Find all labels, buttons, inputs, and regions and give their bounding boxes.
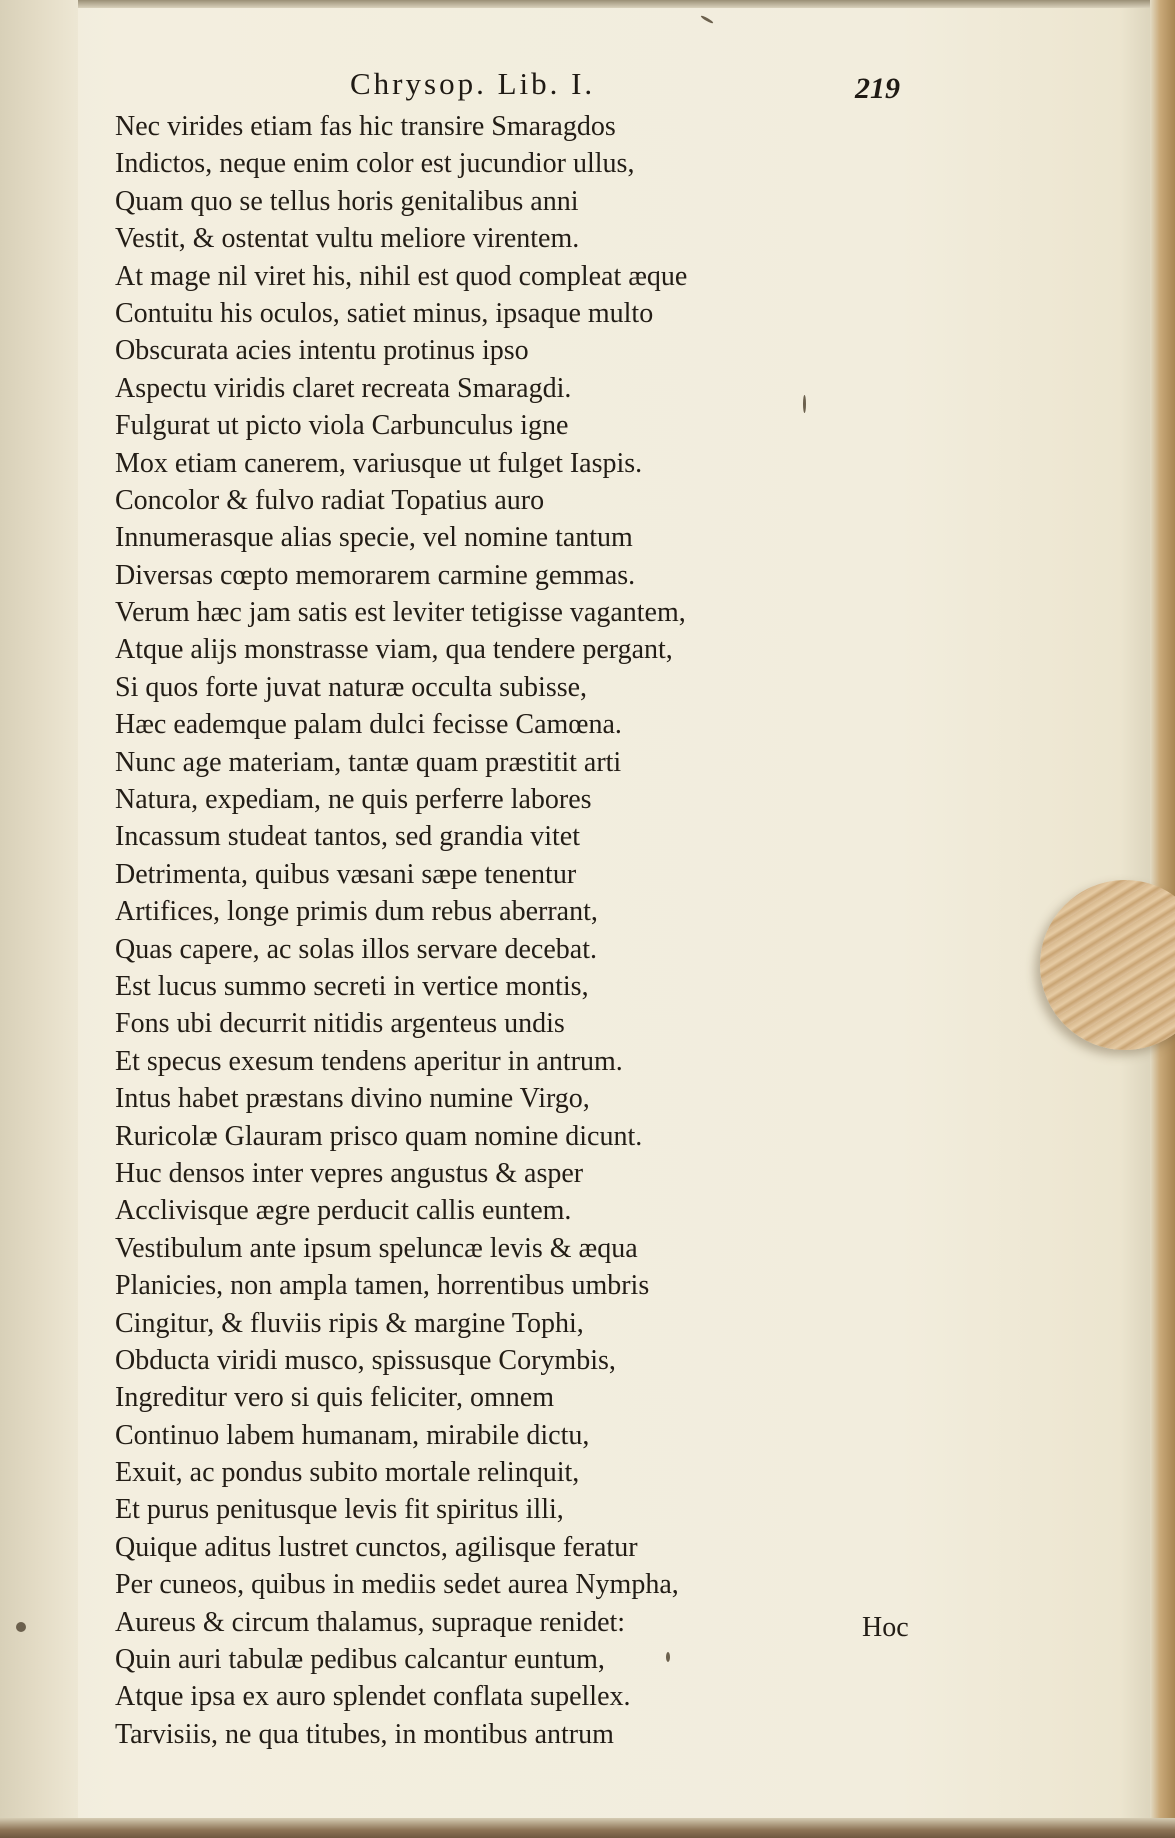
verse-line: Planicies, non ampla tamen, horrentibus umbris <box>115 1270 650 1302</box>
verse-line: Fulgurat ut picto viola Carbunculus igne <box>115 410 569 442</box>
ink-speck <box>16 1622 26 1632</box>
verse-line: Per cuneos, quibus in mediis sedet aurea Nympha, <box>115 1569 679 1601</box>
verse-line: At mage nil viret his, nihil est quod compleat æque <box>115 260 688 292</box>
verse-text <box>115 108 775 1753</box>
verse-line: Et purus penitusque levis fit spiritus illi, <box>115 1494 564 1526</box>
verse-line: Huc densos inter vepres angustus & asper <box>115 1157 584 1189</box>
verse-line: Innumerasque alias specie, vel nomine tantum <box>115 522 633 554</box>
verse-line: Contuitu his oculos, satiet minus, ipsaque multo <box>115 297 654 329</box>
verse-line: Cingitur, & fluviis ripis & margine Tophi, <box>115 1307 584 1339</box>
verse-line: Verum hæc jam satis est leviter tetigisse vagantem, <box>115 597 686 629</box>
verse-line: Detrimenta, quibus væsani sæpe tenentur <box>115 858 577 890</box>
verse-line: Vestit, & ostentat vultu meliore virentem. <box>115 223 580 255</box>
verse-line: Acclivisque ægre perducit callis euntem. <box>115 1195 572 1227</box>
ink-speck <box>803 395 806 413</box>
verse-line: Concolor & fulvo radiat Topatius auro <box>115 484 545 516</box>
verse-line: Nunc age materiam, tantæ quam præstitit arti <box>115 746 622 778</box>
verse-line: Quique aditus lustret cunctos, agilisque feratur <box>115 1531 638 1563</box>
verse-line: Diversas cœpto memorarem carmine gemmas. <box>115 559 636 591</box>
verse-line: Si quos forte juvat naturæ occulta subisse, <box>115 671 588 703</box>
verse-line: Vestibulum ante ipsum speluncæ levis & æqua <box>115 1232 638 1264</box>
verse-line: Et specus exesum tendens aperitur in antrum. <box>115 1045 623 1077</box>
verse-line: Tarvisiis, ne qua titubes, in montibus antrum <box>115 1718 614 1750</box>
verse-line: Intus habet præstans divino numine Virgo, <box>115 1083 590 1115</box>
verse-line: Exuit, ac pondus subito mortale relinquit, <box>115 1457 580 1489</box>
verse-line: Aureus & circum thalamus, supraque renidet: <box>115 1606 626 1638</box>
verse-line: Est lucus summo secreti in vertice montis, <box>115 970 589 1002</box>
verse-line: Fons ubi decurrit nitidis argenteus undis <box>115 1008 565 1040</box>
page-bottom-edge <box>0 1818 1175 1838</box>
verse-line: Obscurata acies intentu protinus ipso <box>115 335 529 367</box>
verse-line: Ingreditur vero si quis feliciter, omnem <box>115 1382 554 1414</box>
verse-line: Obducta viridi musco, spissusque Corymbis, <box>115 1344 616 1376</box>
verse-line: Quam quo se tellus horis genitalibus anni <box>115 185 579 217</box>
verse-line: Atque ipsa ex auro splendet conflata supellex. <box>115 1681 631 1713</box>
catchword: Hoc <box>862 1612 909 1643</box>
verse-line: Mox etiam canerem, variusque ut fulget Iaspis. <box>115 447 643 479</box>
verse-line: Nec virides etiam fas hic transire Smaragdos <box>115 111 616 142</box>
page-top-edge <box>78 0 1175 8</box>
verse-line: Aspectu viridis claret recreata Smaragdi. <box>115 372 572 404</box>
verse-line: Ruricolæ Glauram prisco quam nomine dicunt. <box>115 1120 643 1152</box>
verse-line: Continuo labem humanam, mirabile dictu, <box>115 1419 590 1451</box>
verse-line: Indictos, neque enim color est jucundior ullus, <box>115 148 635 180</box>
verse-line: Hæc eademque palam dulci fecisse Camœna. <box>115 709 622 741</box>
verse-line: Atque alijs monstrasse viam, qua tendere pergant, <box>115 634 673 666</box>
page-number: 219 <box>855 72 900 105</box>
verse-line: Artifices, longe primis dum rebus aberrant, <box>115 896 598 928</box>
book-gutter <box>0 0 78 1838</box>
verse-line: Natura, expediam, ne quis perferre labores <box>115 784 592 816</box>
verse-line: Incassum studeat tantos, sed grandia vitet <box>115 821 580 853</box>
verse-line: Quas capere, ac solas illos servare decebat. <box>115 933 597 965</box>
running-head: Chrysop. Lib. I. <box>350 66 596 101</box>
verse-line: Quin auri tabulæ pedibus calcantur euntum, <box>115 1644 605 1676</box>
